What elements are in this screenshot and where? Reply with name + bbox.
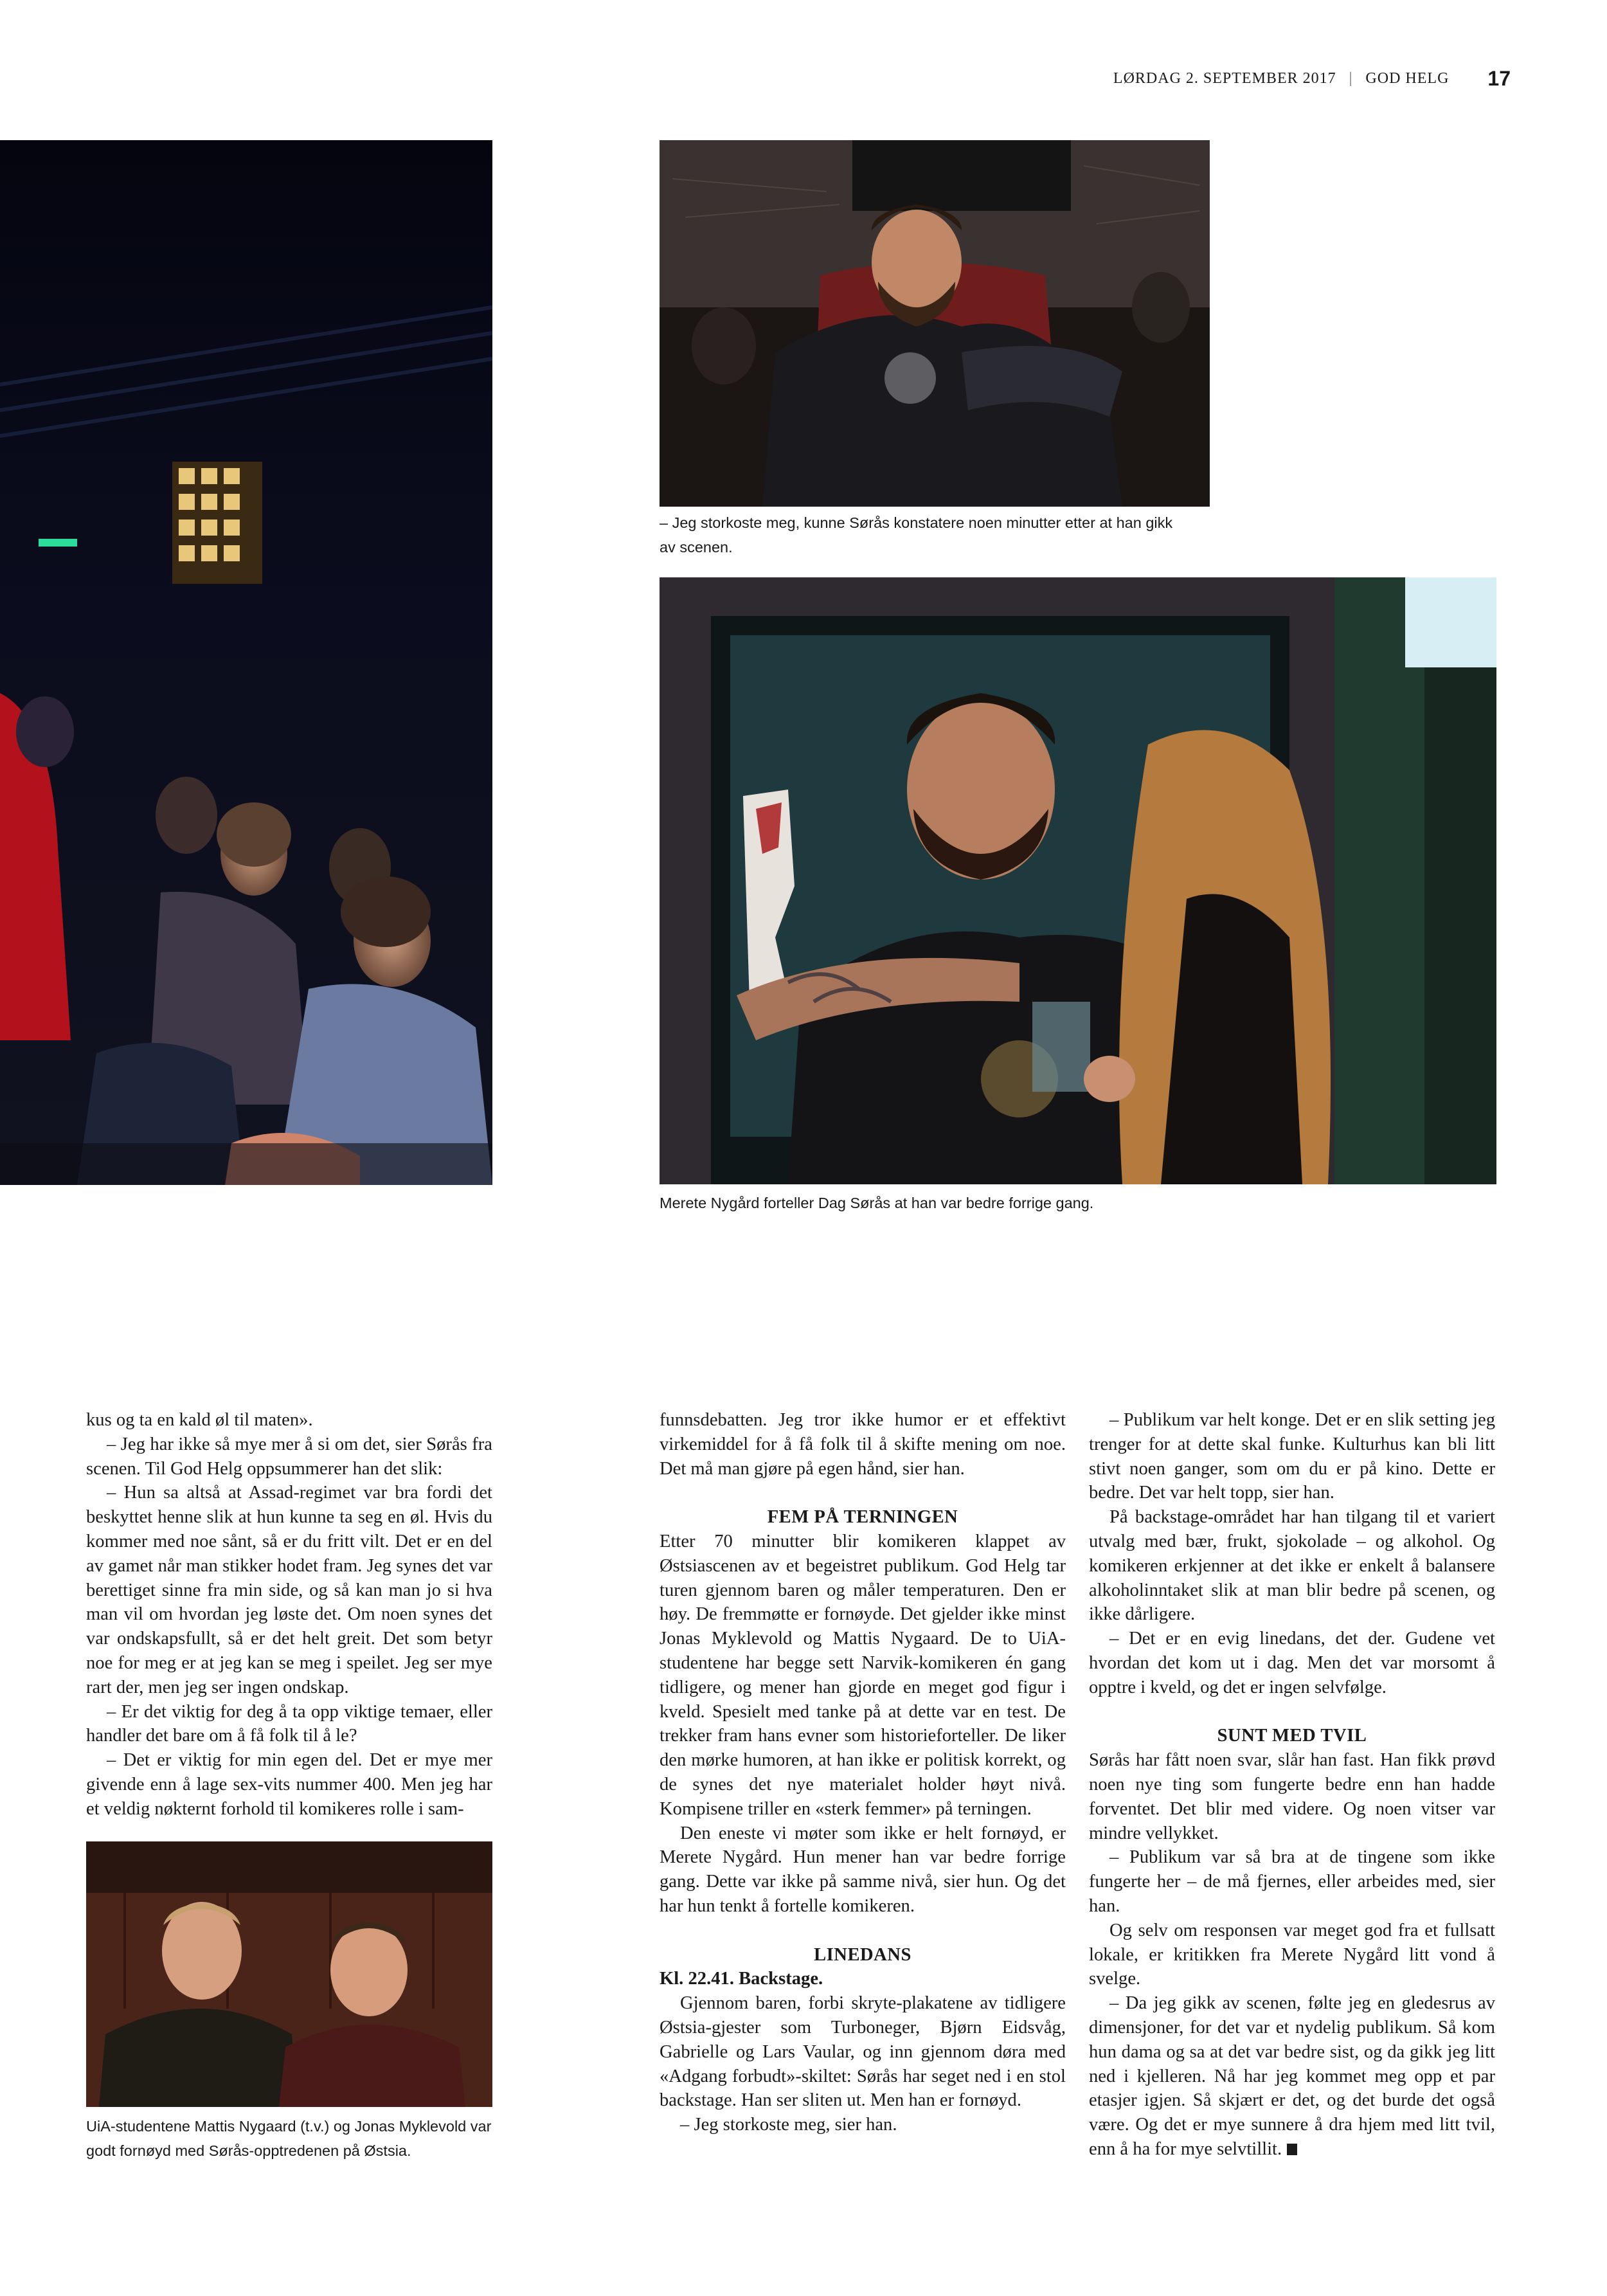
col2-paragraph: – Jeg storkoste meg, sier han. — [680, 2115, 897, 2135]
col1-paragraph: – Er det viktig for deg å ta opp viktige temaer, eller handler det bare om å få folk til å le? — [86, 1701, 492, 1746]
col3-paragraph: Sørås har fått noen svar, slår han fast. Han fikk prøvd noen nye ting som fungerte bedre enn han hadde forventet. Det blir med videre. Og noen vitser var mindre vellykket. — [1089, 1750, 1495, 1843]
col2-paragraph: Gjennom baren, forbi skryte-plakatene av tidligere Østsia-gjester som Turboneger, Bjørn Eidsvåg, Gabrielle og Lars Vaular, og inn gjennom døra med «Adgang forbudt»-skiltet: Sørås har seget ned i en stol backstage. Han ser sliten ut. Men han er fornøyd. — [660, 1993, 1066, 2111]
header-date: LØRDAG 2. SEPTEMBER 2017 — [1113, 69, 1336, 87]
col2-paragraph: funnsdebatten. Jeg tror ikke humor er et effektivt virkemiddel for å få folk til å skifte mening om noe. Det må man gjøre på egen hånd, sier han. — [660, 1410, 1066, 1479]
col1-paragraph: – Jeg har ikke så mye mer å si om det, sier Sørås fra scenen. Til God Helg oppsummerer han det slik: — [86, 1434, 492, 1479]
col3-final-text: – Da jeg gikk av scenen, følte jeg en gledesrus av dimensjoner, for det var et nydelig publikum. Så kom hun dama og sa at det var bedre sist, og da gikk jeg litt ned i kjelleren. Nå har jeg kommet meg opp et par etasjer igjen. Så skjært er det, og det burde det også være. Og det er mye sunnere å dra hjem med litt tvil, enn å ha for mye selvtillit. — [1089, 1993, 1495, 2159]
subheading-fem-pa-terningen: FEM PÅ TERNINGEN — [767, 1507, 958, 1528]
article-column-1 — [86, 1408, 492, 1821]
col2-paragraph: Etter 70 minutter blir komikeren klappet av Østsiascenen av et begeistret publikum. God Helg tar turen gjennom baren og måler temperaturen. Den er høy. De fremmøtte er fornøyde. Det gjelder ikke minst Jonas Myklevold og Mattis Nygaard. De to UiA-studentene har begge sett Narvik-komikeren én gang tidligere, og mener han gjorde en meget god figur i kveld. Spesielt med tanke på at dette var en test. De trekker fram hans evner som historieforteller. De liker den mørke humoren, at han ikke er politisk korrekt, og de synes det nye materialet holder høyt nivå. Kompisene triller en «sterk femmer» på terningen. — [660, 1531, 1066, 1819]
students-photo-caption: UiA-studentene Mattis Nygaard (t.v.) og Jonas Myklevold var godt fornøyd med Sørås-opptredenen på Østsia. — [86, 2118, 492, 2159]
col3-paragraph: – Publikum var så bra at de tingene som ikke fungerte her – de må fjernes, eller arbeides med, sier han. — [1089, 1847, 1495, 1916]
page-number: 17 — [1487, 66, 1511, 90]
col3-paragraph: – Publikum var helt konge. Det er en slik setting jeg trenger for at dette skal funke. Kulturhus kan bli litt stivt noen ganger, som om du er på kino. Dette er bedre. Det var helt topp, sier han. — [1089, 1410, 1495, 1503]
col3-final-paragraph — [1089, 1991, 1495, 2162]
end-mark-icon — [1287, 2144, 1297, 2155]
col2-lead: Kl. 22.41. Backstage. — [660, 1969, 823, 1989]
page-header — [1093, 64, 1511, 93]
col3-paragraph: Og selv om responsen var meget god fra et fullsatt lokale, er kritikken fra Merete Nygård litt vond å svelge. — [1089, 1920, 1495, 1989]
audience-photo — [0, 140, 492, 1185]
backstage-photo-caption: Merete Nygård forteller Dag Sørås at han var bedre forrige gang. — [660, 1195, 1094, 1211]
subheading-sunt-med-tvil: SUNT MED TVIL — [1217, 1726, 1367, 1746]
header-separator: | — [1349, 69, 1353, 87]
col1-paragraph: kus og ta en kald øl til maten». — [86, 1410, 313, 1430]
two-students-photo — [86, 1841, 492, 2107]
col2-paragraph: Den eneste vi møter som ikke er helt fornøyd, er Merete Nygård. Hun mener han var bedre forrige gang. Dette var ikke på samme nivå, sier hun. Og det har hun tenkt å fortelle komikeren. — [660, 1823, 1066, 1916]
backstage-conversation-photo — [660, 577, 1496, 1184]
col3-paragraph: – Det er en evig linedans, det der. Gudene vet hvordan det kom ut i dag. Men det var morsomt å opptre i kveld, og det er ingen selvfølge. — [1089, 1629, 1495, 1697]
article-column-3 — [1089, 1408, 1495, 2162]
col3-paragraph: På backstage-området har han tilgang til et variert utvalg med bær, frukt, sjokolade – og alkohol. Og komikeren erkjenner at det ikke er enkelt å balansere alkoholinntaket slik at man blir bedre på scenen, og ikke dårligere. — [1089, 1507, 1495, 1625]
col1-paragraph: – Det er viktig for min egen del. Det er mye mer givende enn å lage sex-vits nummer 400. Men jeg har et veldig nøkternt forhold til komikeres rolle i sam- — [86, 1750, 492, 1819]
col1-paragraph: – Hun sa altså at Assad-regimet var bra fordi det beskyttet henne slik at hun kunne ta seg en øl. Hvis du kommer med noe sånt, så er du fritt vilt. Det er en del av gamet når man stikker hodet fram. Jeg synes det var berettiget sinne fra min side, og så kan man jo si hva man vil om hvordan jeg løste det. Om noen synes det var ondskapsfullt, så er det helt greit. Det som betyr noe for meg er at jeg kan se meg i speilet. Jeg ser mye rart der, men jeg ser ingen ondskap. — [86, 1483, 492, 1697]
subheading-linedans: LINEDANS — [814, 1944, 911, 1965]
header-section: GOD HELG — [1365, 69, 1450, 87]
laughing-comedian-photo — [660, 140, 1210, 507]
laughing-photo-caption: – Jeg storkoste meg, kunne Sørås konstatere noen minutter etter at han gikk av scenen. — [660, 514, 1173, 556]
article-column-2 — [660, 1408, 1066, 2137]
